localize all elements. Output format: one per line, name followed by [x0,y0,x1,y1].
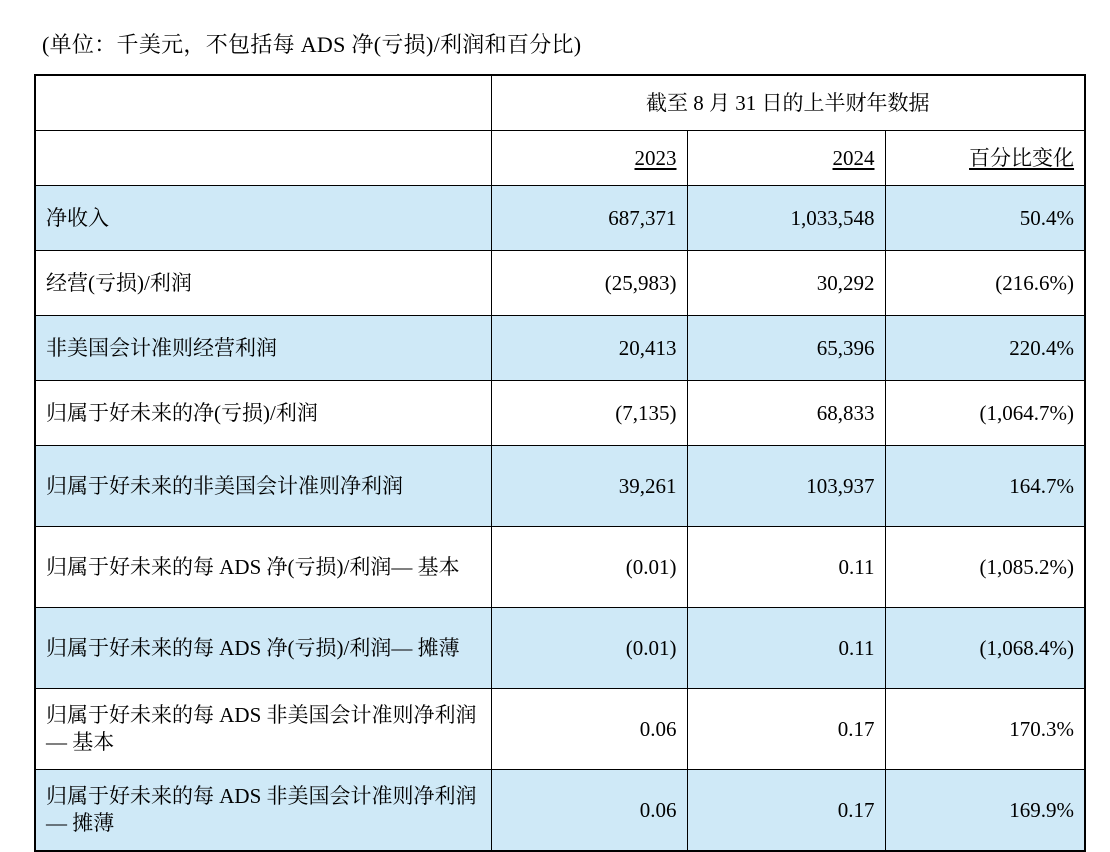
row-value-change: (216.6%) [885,251,1085,316]
row-value-2024: 103,937 [687,446,885,527]
table-row [35,689,1085,770]
row-value-change: 170.3% [885,689,1085,770]
row-value-2024: 0.17 [687,770,885,852]
financial-summary-table [34,74,1086,852]
table-row [35,251,1085,316]
row-value-2023: (7,135) [491,381,687,446]
row-value-2023: 20,413 [491,316,687,381]
row-label: 净收入 [35,186,491,251]
row-label: 经营(亏损)/利润 [35,251,491,316]
row-value-2023: (0.01) [491,527,687,608]
table-row [35,608,1085,689]
table-header-row-period [35,75,1085,131]
row-value-change: (1,068.4%) [885,608,1085,689]
table-row [35,381,1085,446]
row-value-2023: (0.01) [491,608,687,689]
row-value-change: 50.4% [885,186,1085,251]
row-value-2023: (25,983) [491,251,687,316]
row-label: 归属于好未来的净(亏损)/利润 [35,381,491,446]
row-label: 归属于好未来的非美国会计准则净利润 [35,446,491,527]
row-label: 非美国会计准则经营利润 [35,316,491,381]
table-row [35,527,1085,608]
row-value-2023: 39,261 [491,446,687,527]
row-value-change: (1,085.2%) [885,527,1085,608]
table-header-row-years [35,131,1085,186]
table-row [35,186,1085,251]
header-period-span: 截至 8 月 31 日的上半财年数据 [491,75,1085,131]
row-value-change: (1,064.7%) [885,381,1085,446]
row-label: 归属于好未来的每 ADS 非美国会计准则净利润— 摊薄 [35,770,491,852]
row-value-change: 164.7% [885,446,1085,527]
row-label: 归属于好未来的每 ADS 净(亏损)/利润— 摊薄 [35,608,491,689]
row-value-change: 220.4% [885,316,1085,381]
row-value-2023: 0.06 [491,689,687,770]
row-value-2023: 687,371 [491,186,687,251]
header-blank-cell [35,75,491,131]
row-value-change: 169.9% [885,770,1085,852]
row-value-2024: 0.11 [687,608,885,689]
row-label: 归属于好未来的每 ADS 净(亏损)/利润— 基本 [35,527,491,608]
row-value-2023: 0.06 [491,770,687,852]
row-value-2024: 30,292 [687,251,885,316]
row-value-2024: 0.17 [687,689,885,770]
header-year-2023: 2023 [491,131,687,186]
table-row [35,770,1085,852]
table-row [35,446,1085,527]
row-value-2024: 65,396 [687,316,885,381]
header-year-2024: 2024 [687,131,885,186]
row-value-2024: 68,833 [687,381,885,446]
row-label: 归属于好未来的每 ADS 非美国会计准则净利润— 基本 [35,689,491,770]
row-value-2024: 1,033,548 [687,186,885,251]
row-value-2024: 0.11 [687,527,885,608]
table-row [35,316,1085,381]
header-blank-cell-2 [35,131,491,186]
table-caption: (单位：千美元，不包括每 ADS 净(亏损)/利润和百分比) [42,32,582,57]
header-percent-change: 百分比变化 [885,131,1085,186]
